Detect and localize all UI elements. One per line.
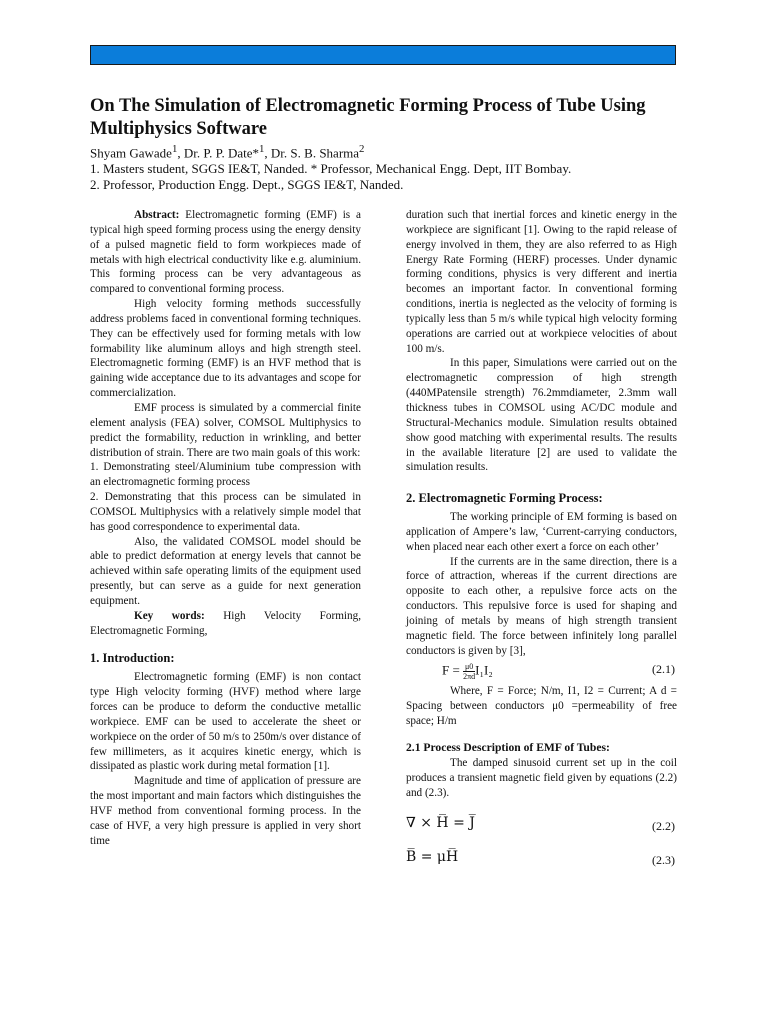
paper-title: On The Simulation of Electromagnetic Forming Process of Tube Using Multiphysics Software bbox=[90, 96, 646, 139]
keywords-paragraph bbox=[90, 609, 361, 639]
body-paragraph: Also, the validated COMSOL model should be able to predict deformation at energy levels that cannot be achieved within safe operating limits of the equipment used presently, but can serve as a guide for next generation equipment. bbox=[90, 535, 361, 607]
equation-rhs: I₁I₂ bbox=[475, 662, 493, 678]
body-paragraph: duration such that inertial forces and kinetic energy in the workpiece are significant [1]. Owing to the rapid release of energy involved in them, they are also referred to as High Energy Rate Forming (HERF) processes. Under dynamic forming conditions, physics is very different and inertia becomes an important factor. In conventional forming conditions, inertia is neglected as the velocity of forming is typically less than 5 m/s while typical high velocity forming operations are carried out at workpiece velocities of about 100 m/s. bbox=[406, 209, 677, 355]
section-heading-emf-process: 2. Electromagnetic Forming Process: bbox=[406, 491, 603, 506]
abstract-text: Electromagnetic forming (EMF) is a typical high speed forming process using the energy density of a pulsed magnetic field to form workpieces made of metals with high electrical conductivity like e.g. aluminium. This forming process can be very advantageous as compared to conventional forming process. bbox=[90, 209, 362, 296]
equation-fraction bbox=[463, 662, 475, 681]
equation-body: ∇ × H̅ = J̅ bbox=[406, 815, 475, 832]
keywords-text: High Velocity Forming, Electromagnetic Forming, bbox=[90, 609, 361, 637]
fraction-numerator: μ0 bbox=[464, 662, 474, 672]
affiliation-2: 2. Professor, Production Engg. Dept., SGGS IE&T, Nanded. bbox=[90, 177, 404, 193]
equation-2-1 bbox=[406, 660, 677, 682]
author-block bbox=[90, 141, 690, 193]
where-paragraph: Where, F = Force; N/m, I1, I2 = Current; A d = Spacing between conductors μ0 =permeability of free space; H/m bbox=[406, 685, 677, 728]
equation-number: (2.2) bbox=[652, 819, 675, 834]
author-separator: , bbox=[177, 145, 184, 161]
body-paragraph: If the currents are in the same direction, there is a force of attraction, whereas if the current directions are opposite to each other, a repulsive force acts on the conductors. This repulsive force is used for shaping and joining of metals by means of high strength transient magnetic field. The force between infinitely long parallel conductors is given by [3], bbox=[406, 555, 677, 657]
goal-item-1: 1. Demonstrating steel/Aluminium tube compression with an electromagnetic forming process bbox=[90, 461, 361, 489]
body-paragraph: Magnitude and time of application of pressure are the most important and main factors which distinguishes the HVF method from conventional forming process. In the case of HVF, a very high pressure is applied in very short time bbox=[90, 775, 361, 847]
equation-lhs: F = bbox=[442, 662, 464, 678]
subsection-heading-process-description: 2.1 Process Description of EMF of Tubes: bbox=[406, 741, 610, 754]
body-paragraph: High velocity forming methods successfully address problems faced in conventional forming techniques. They can be effectively used for forming metals with low formability like aluminum alloys and high strength steel. Electromagnetic forming (EMF) is an HVF method that is gaining wide acceptance due to its advantages and scope for commercialization. bbox=[90, 298, 361, 400]
equation-number: (2.1) bbox=[652, 662, 675, 677]
fraction-denominator: 2πd bbox=[463, 672, 476, 682]
abstract-label: Abstract: bbox=[134, 209, 180, 221]
abstract-paragraph bbox=[90, 208, 361, 297]
equation-2-2 bbox=[406, 816, 677, 842]
equation-body: B̅ = μH̅ bbox=[406, 849, 459, 866]
body-paragraph: In this paper, Simulations were carried out on the electromagnetic compression of high strength (440MPatensile strength) 76.2mmdiameter, 2.3mm wall thickness tubes in COMSOL using AC/DC module and Structural-Mechanics module. Simulation results obtained show good matching with experimental results. The results in the available literature [2] are used to validate the simulation results. bbox=[406, 357, 677, 474]
author-affil-sup: 2 bbox=[359, 143, 365, 155]
keywords-label: Key words: bbox=[134, 609, 205, 622]
author-name: Shyam Gawade bbox=[90, 145, 172, 161]
section-heading-introduction: 1. Introduction: bbox=[90, 651, 175, 666]
author-affil-sup: 1 bbox=[171, 143, 178, 155]
author-affil-sup: 1 bbox=[259, 143, 265, 155]
affiliation-1: 1. Masters student, SGGS IE&T, Nanded. * Professor, Mechanical Engg. Dept, IIT Bombay. bbox=[90, 161, 572, 177]
body-paragraph: The damped sinusoid current set up in the coil produces a transient magnetic field given by equations (2.2) and (2.3). bbox=[406, 756, 677, 799]
right-column bbox=[406, 208, 677, 876]
body-paragraph: Electromagnetic forming (EMF) is non contact type High velocity forming (HVF) method where large forces can be produce to deform the conductive metallic workpiece. EMF can be used to accelerate the sheet or workpiece on the order of 50 m/s to 250m/s over distance of few millimeters, as it acquires kinetic energy, which is dissipated as plastic work during metal formation [1]. bbox=[90, 671, 361, 773]
goal-item-2: 2. Demonstrating that this process can be simulated in COMSOL Multiphysics with a relatively simple model that has good correspondence to experimental data. bbox=[90, 491, 361, 533]
equation-body bbox=[442, 662, 493, 681]
header-bar bbox=[90, 45, 676, 65]
body-paragraph: The working principle of EM forming is based on application of Ampere’s law, ‘Current-carrying conductors, when placed near each other exert a force on each other’ bbox=[406, 511, 677, 553]
author-name: Dr. S. B. Sharma bbox=[270, 145, 360, 161]
author-name: Dr. P. P. Date* bbox=[183, 145, 259, 161]
author-separator: , bbox=[264, 145, 271, 161]
author-line bbox=[90, 141, 690, 161]
equation-2-3 bbox=[406, 850, 677, 876]
left-column bbox=[90, 208, 361, 848]
body-paragraph: EMF process is simulated by a commercial finite element analysis (FEA) solver, COMSOL Multiphysics to predict the formability, reduction in wrinkling, and better distribution of strain. There are two main goals of this work: bbox=[90, 401, 361, 459]
equation-number: (2.3) bbox=[652, 853, 675, 868]
